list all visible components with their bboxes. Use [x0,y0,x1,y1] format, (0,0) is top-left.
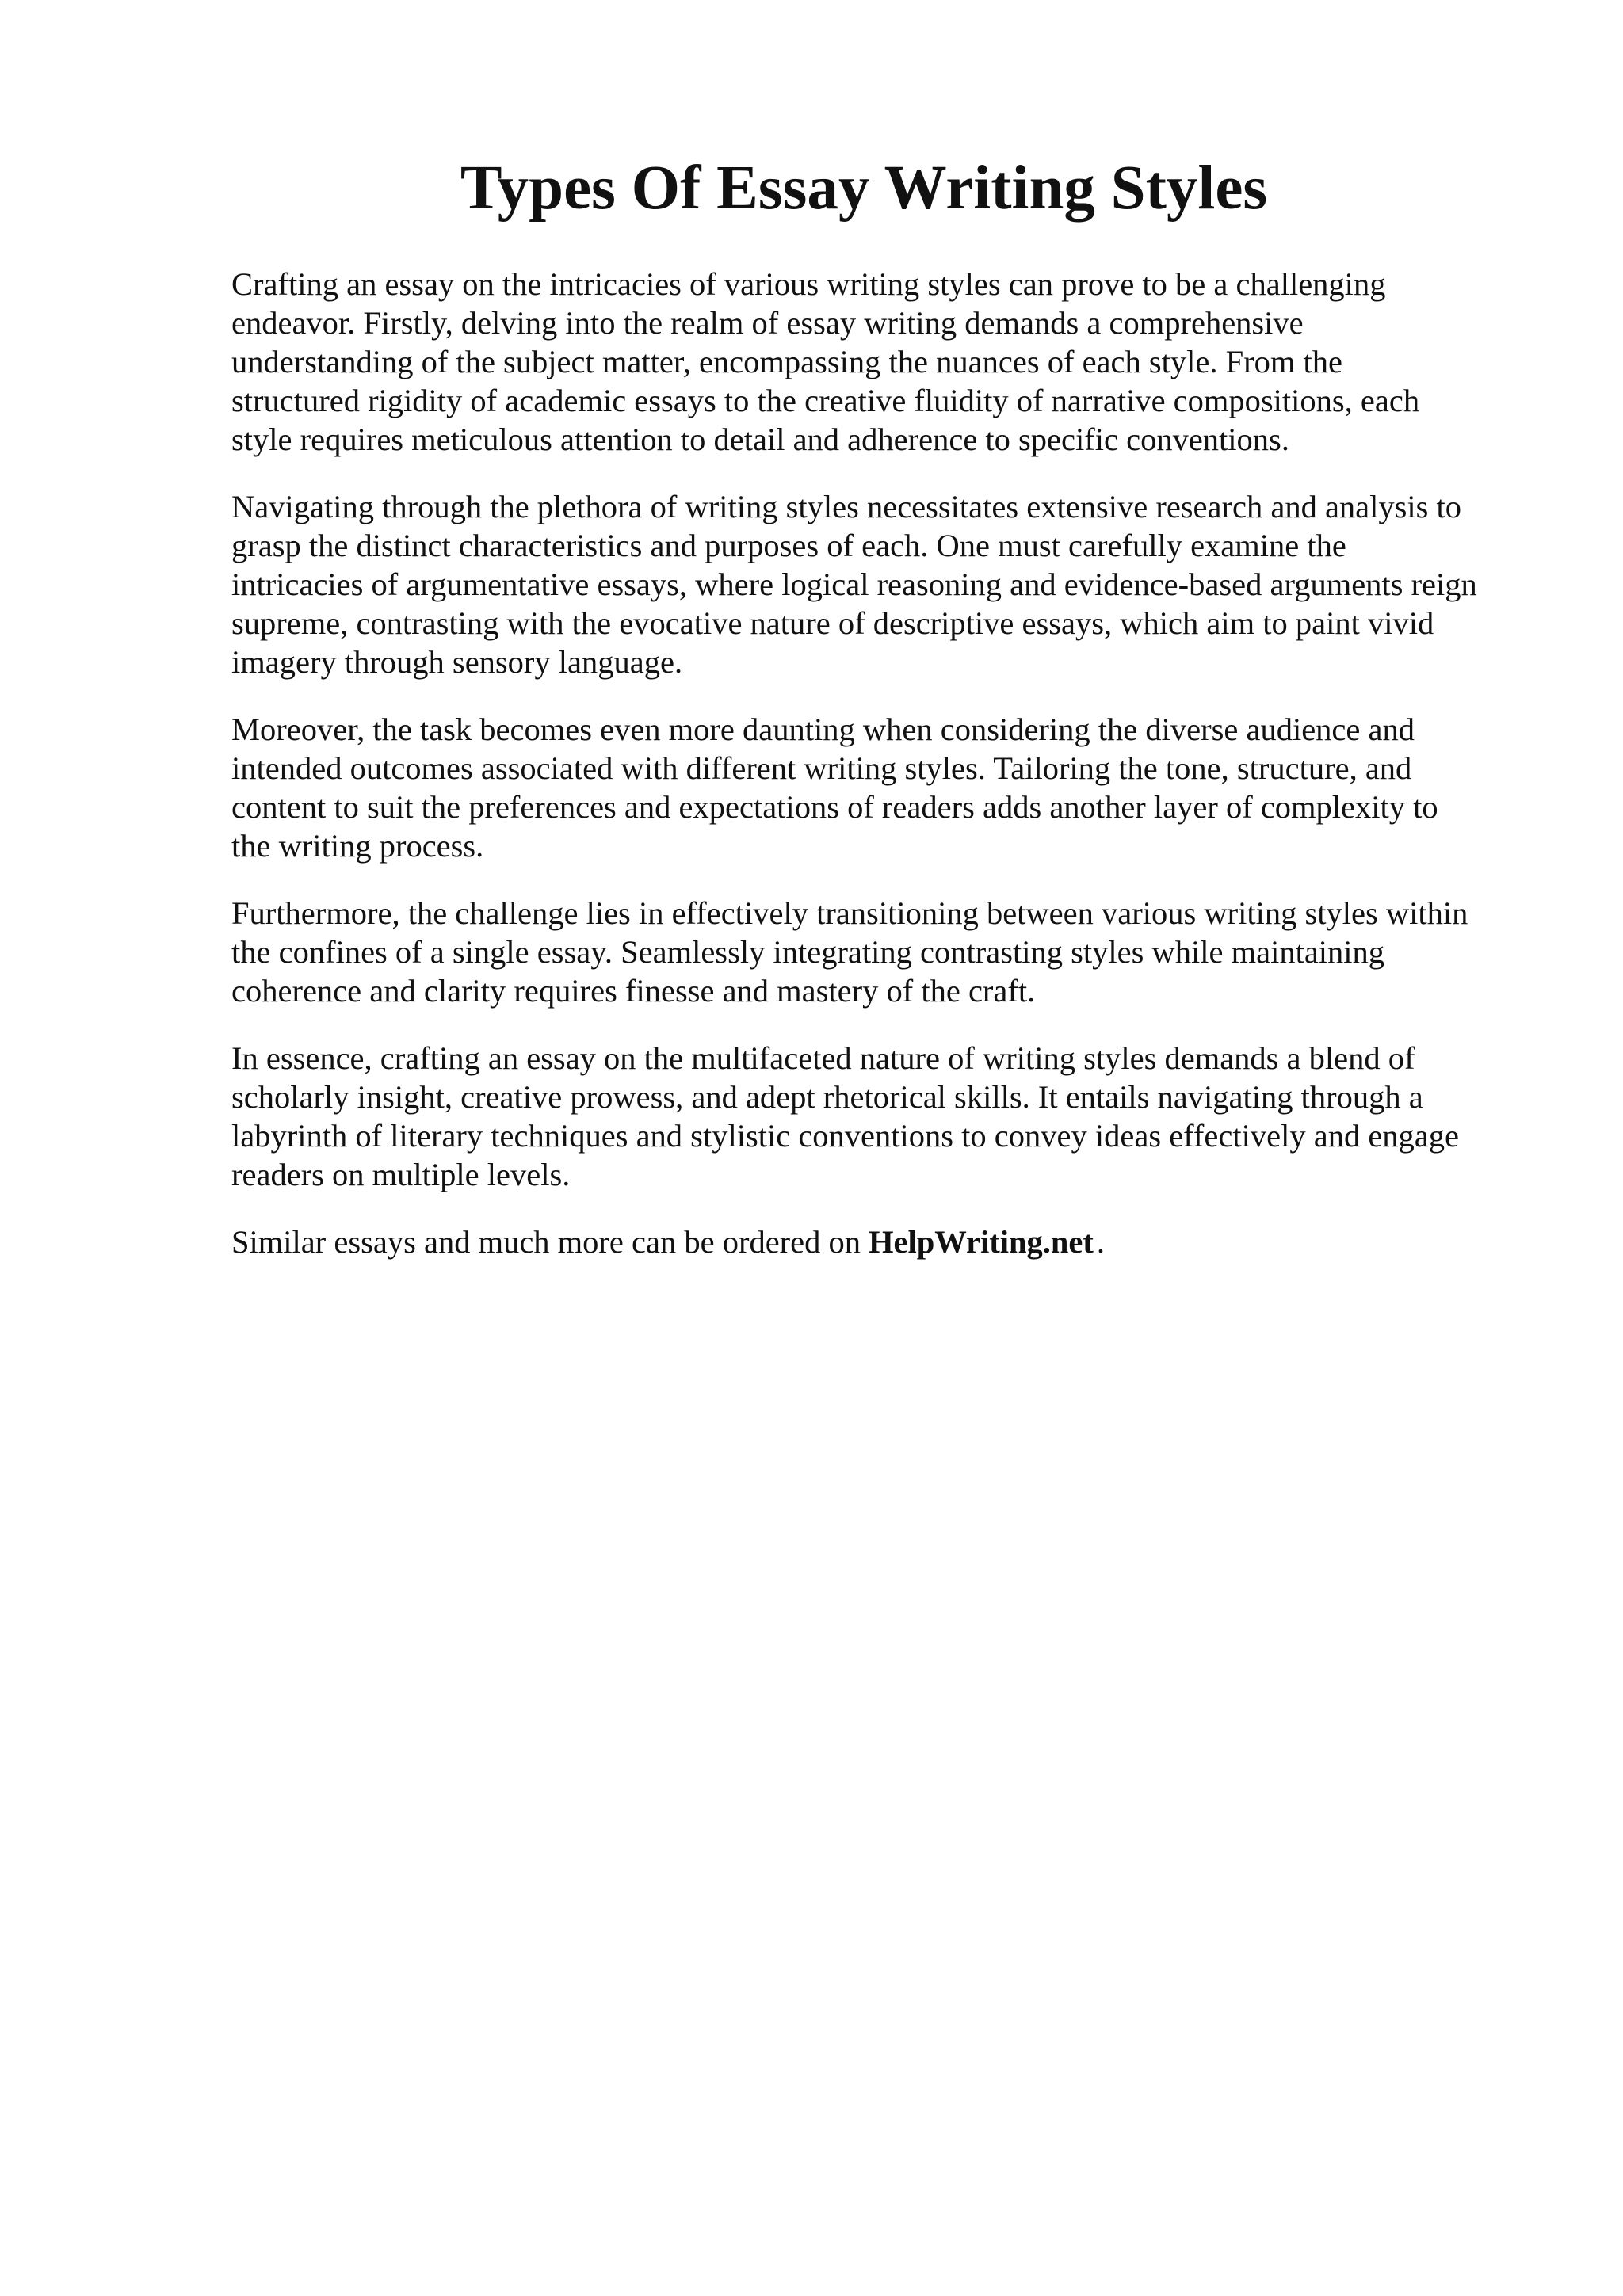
text-line: labyrinth of literary techniques and stylistic conventions to convey ideas effectively and engage [231,1118,1460,1154]
paragraph-5 [231,1039,1571,1194]
text-line: the writing process. [231,828,484,864]
text-line: intricacies of argumentative essays, where logical reasoning and evidence-based arguments reign [231,566,1477,602]
text-line: imagery through sensory language. [231,644,683,680]
text-line: intended outcomes associated with different writing styles. Tailoring the tone, structure, and [231,750,1412,786]
text-line: grasp the distinct characteristics and purposes of each. One must carefully examine the [231,528,1346,563]
paragraph-4 [231,894,1571,1010]
text-line: In essence, crafting an essay on the multifaceted nature of writing styles demands a blend of [231,1040,1415,1076]
text-line: content to suit the preferences and expectations of readers adds another layer of complexity to [231,789,1438,825]
closing-text: Similar essays and much more can be ordered on [231,1224,861,1260]
text-line: Crafting an essay on the intricacies of various writing styles can prove to be a challenging [231,266,1386,302]
paragraph-3 [231,710,1571,865]
text-line: readers on multiple levels. [231,1157,571,1192]
text-line: scholarly insight, creative prowess, and adept rhetorical skills. It entails navigating through a [231,1079,1423,1115]
text-line: coherence and clarity requires finesse and mastery of the craft. [231,973,1036,1009]
text-line: supreme, contrasting with the evocative nature of descriptive essays, which aim to paint vivid [231,605,1434,641]
document-body [231,265,1571,1290]
closing-line [231,1222,1571,1261]
text-line: the confines of a single essay. Seamlessly integrating contrasting styles while maintaining [231,934,1385,970]
text-line: Moreover, the task becomes even more daunting when considering the diverse audience and [231,711,1415,747]
closing-period: . [1096,1224,1106,1260]
text-line: Furthermore, the challenge lies in effectively transitioning between various writing styles within [231,895,1468,931]
text-line: endeavor. Firstly, delving into the realm of essay writing demands a comprehensive [231,305,1304,341]
text-line: structured rigidity of academic essays to the creative fluidity of narrative compositions, each [231,383,1420,418]
paragraph-1 [231,265,1571,459]
text-line: Navigating through the plethora of writing styles necessitates extensive research and analysis to [231,489,1462,524]
closing-paragraph [231,1222,1571,1261]
paragraph-2 [231,487,1571,681]
text-line: style requires meticulous attention to detail and adherence to specific conventions. [231,421,1289,457]
text-line: understanding of the subject matter, encompassing the nuances of each style. From the [231,344,1342,379]
helpwriting-link[interactable]: HelpWriting.net [869,1224,1094,1260]
document-title: Types Of Essay Writing Styles [460,154,1268,223]
